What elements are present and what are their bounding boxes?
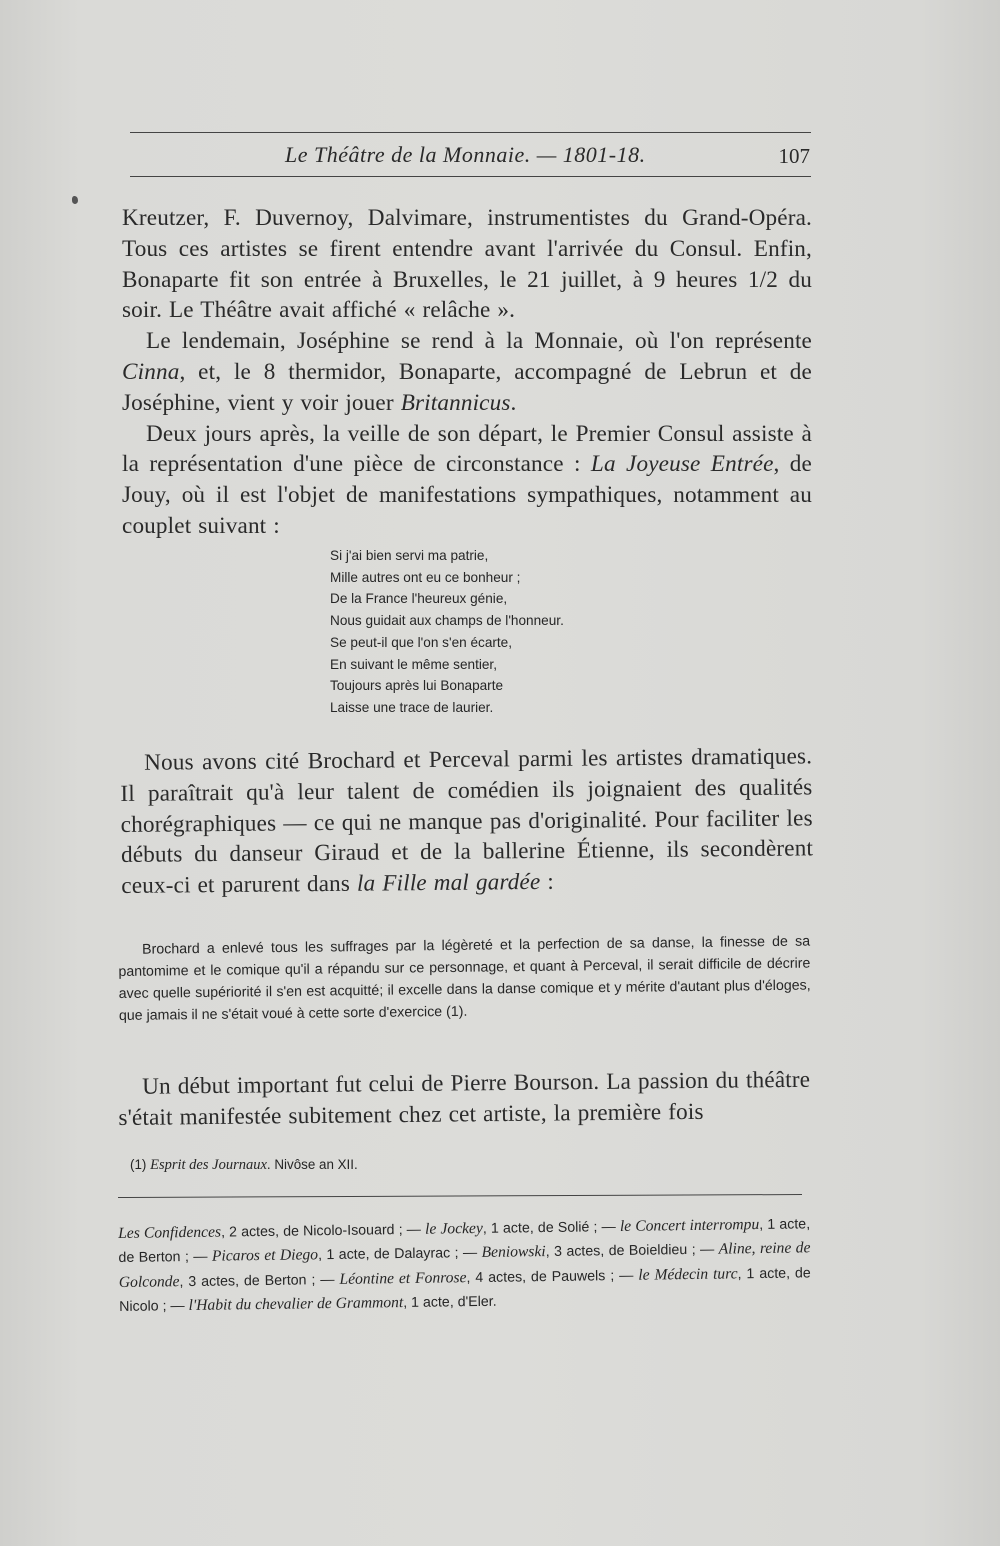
work-title: Les Confidences — [118, 1223, 222, 1242]
verse-line: Nous guidait aux champs de l'honneur. — [330, 613, 564, 629]
title-fille-mal-gardee: la Fille mal gardée — [356, 869, 541, 897]
page-number: 107 — [778, 144, 810, 168]
work-title: l'Habit du chevalier de Grammont — [188, 1293, 404, 1314]
footnote-marker: (1) — [130, 1157, 147, 1172]
main-text-bottom — [118, 1065, 811, 1134]
header-rule-bottom — [130, 176, 811, 177]
running-title: Le Théâtre de la Monnaie. — 1801-18. — [285, 142, 646, 167]
work-title: Léontine et Fonrose — [339, 1268, 467, 1288]
header-rule-top — [130, 132, 811, 133]
work-title: le Jockey — [424, 1219, 483, 1238]
main-text-middle — [120, 741, 813, 902]
verse-line: Mille autres ont eu ce bonheur ; — [330, 569, 521, 585]
ink-speck — [72, 196, 78, 204]
work-title: Beniowski — [481, 1243, 546, 1262]
press-quotation — [118, 932, 811, 1028]
work-title: le Médecin turc — [638, 1264, 738, 1284]
repertoire-list — [118, 1212, 811, 1319]
verse-line: Laisse une trace de laurier. — [330, 699, 494, 715]
main-text-top — [122, 203, 812, 542]
work-title: le Concert interrompu — [619, 1216, 760, 1235]
paragraph-3: Deux jours après, la veille de son départ, le Premier Consul assiste à la représentation d'une pièce de circonstance : La Joyeuse Entrée, de Jouy, où il est l'objet de manifestations sympathiques, notamment au couplet suivant : — [122, 420, 812, 539]
verse-couplet — [330, 545, 564, 719]
work-title: Aline, reine de Golconde — [118, 1239, 811, 1291]
footnote-source: Esprit des Journaux — [150, 1157, 267, 1173]
verse-line: En suivant le même sentier, — [330, 656, 497, 672]
paragraph-2: Le lendemain, Joséphine se rend à la Monnaie, où l'on représente Cinna, et, le 8 thermidor, Bonaparte, accompagné de Lebrun et de Joséphine, vient y voir jouer Britannicus. — [122, 328, 812, 416]
verse-line: De la France l'heureux génie, — [330, 591, 508, 607]
running-head — [130, 140, 810, 172]
verse-line: Toujours après lui Bonaparte — [330, 678, 504, 694]
paragraph-5: Un début important fut celui de Pierre Bourson. La passion du théâtre s'était manifestée subitement chez cet artiste, la première fois — [118, 1066, 811, 1131]
paragraph-1: Kreutzer, F. Duvernoy, Dalvimare, instrumentistes du Grand-Opéra. Tous ces artistes se firent entendre avant l'arrivée du Consul. Enfin, Bonaparte fit son entrée à Bruxelles, le 21 juillet, à 9 heures 1/2 du soir. Le Théâtre avait affiché « relâche ». — [122, 205, 812, 324]
work-title: Picaros et Diego — [211, 1246, 319, 1265]
quotation-text: Brochard a enlevé tous les suffrages par la légèreté et la perfection de sa danse, la finesse de sa pantomime et le comique qu'il a répandu sur ce personnage, et quant à Perceval, il serait difficile de décrire avec quelle supériorité il s'en est acquitté; il excelle dans la danse comique et y mérite d'autant plus d'éloges, que jamais il ne s'était voué à cette sorte d'exercice (1). — [118, 933, 811, 1024]
verse-line: Se peut-il que l'on s'en écarte, — [330, 634, 513, 650]
title-britannicus: Britannicus — [400, 389, 511, 416]
footnote-rest: . Nivôse an XII. — [266, 1157, 358, 1172]
repertoire-text: Les Confidences, 2 actes, de Nicolo-Isouard ; — le Jockey, 1 acte, de Solié ; — le Concert interrompu, 1 acte, de Berton ; — Picaros et Diego, 1 acte, de Dalayrac ; — Beniowski, 3 actes, de Boieldieu ; — Aline, reine de Golconde, 3 actes, de Berton ; — Léontine et Fonrose, 4 actes, de Pauwels ; — le Médecin turc, 1 acte, de Nicolo ; — l'Habit du chevalier de Grammont, 1 acte, d'Eler. — [118, 1216, 811, 1315]
footnote — [130, 1157, 358, 1174]
verse-line: Si j'ai bien servi ma patrie, — [330, 548, 489, 563]
notes-rule — [118, 1194, 802, 1198]
title-joyeuse-entree: La Joyeuse Entrée — [590, 451, 774, 478]
paragraph-4: Nous avons cité Brochard et Perceval parmi les artistes dramatiques. Il paraîtrait qu'à leur talent de comédien ils joignaient des qualités chorégraphiques — ce qui ne manque pas d'originalité. Pour faciliter les débuts du danseur Giraud et de la ballerine Étienne, ils secondèrent ceux-ci et parurent dans la Fille mal gardée : — [120, 743, 814, 900]
title-cinna: Cinna — [122, 358, 180, 385]
